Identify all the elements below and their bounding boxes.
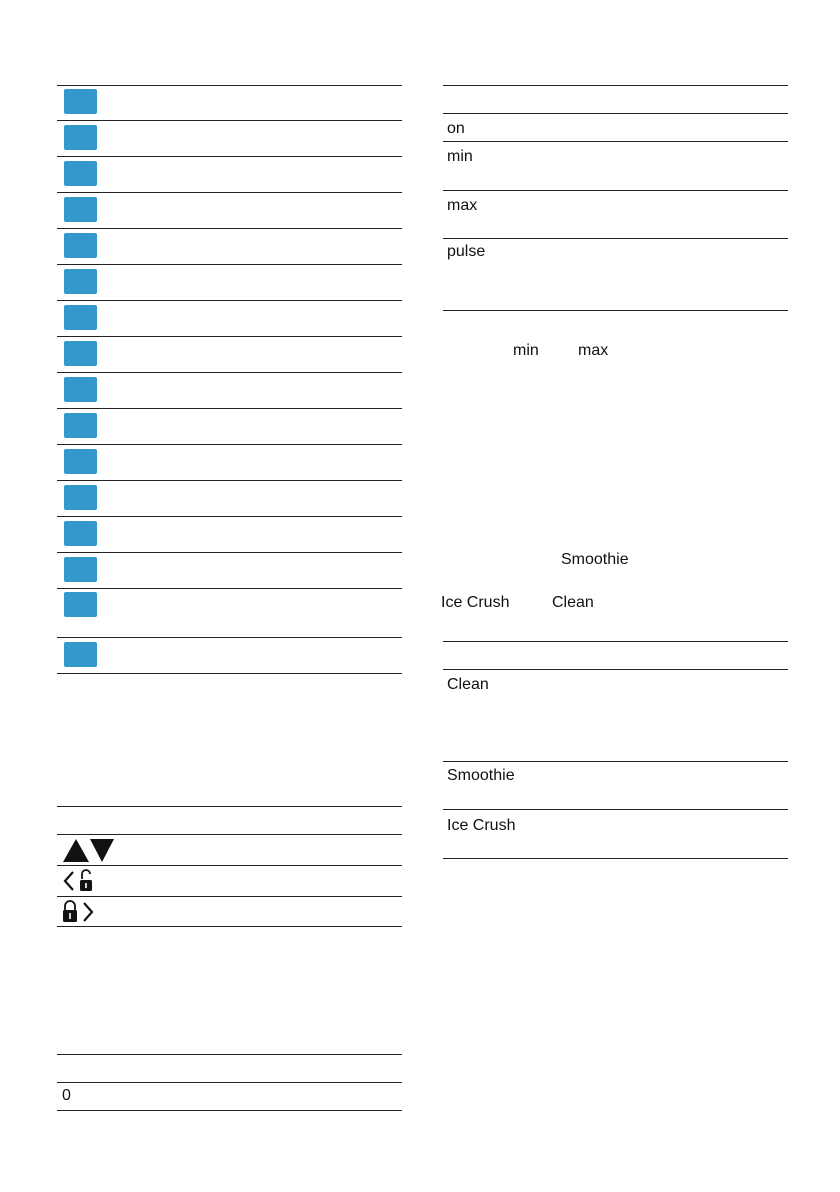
table-rule (443, 761, 788, 762)
program-note-clean: Clean (552, 594, 594, 611)
table-rule (57, 192, 402, 193)
table-rule (57, 120, 402, 121)
badge (64, 125, 97, 150)
table-rule (57, 300, 402, 301)
badge (64, 233, 97, 258)
table-rule (57, 228, 402, 229)
speed-row-label: pulse (447, 243, 486, 260)
badge (64, 557, 97, 582)
table-rule (57, 806, 402, 807)
range-note-max: max (578, 342, 609, 359)
table-rule (57, 865, 402, 866)
table-rule (57, 926, 402, 927)
table-rule (57, 552, 402, 553)
speed-row-label: on (447, 120, 465, 137)
lock-chevron-right-icon (60, 899, 96, 925)
table-rule (443, 858, 788, 859)
speed-row-label: min (447, 148, 473, 165)
table-rule (57, 516, 402, 517)
program-row-label: Ice Crush (447, 817, 516, 834)
value-cell: 0 (62, 1087, 71, 1104)
badge (64, 413, 97, 438)
program-note-smoothie: Smoothie (561, 551, 629, 568)
table-rule (57, 156, 402, 157)
range-note-min: min (513, 342, 539, 359)
table-rule (57, 372, 402, 373)
program-row-label: Clean (447, 676, 489, 693)
table-rule (57, 834, 402, 835)
badge (64, 485, 97, 510)
table-rule (443, 641, 788, 642)
badge (64, 377, 97, 402)
table-rule (57, 444, 402, 445)
table-rule (57, 264, 402, 265)
badge (64, 89, 97, 114)
badge (64, 521, 97, 546)
badge (64, 592, 97, 617)
table-rule (57, 408, 402, 409)
table-rule (443, 113, 788, 114)
badge (64, 269, 97, 294)
badge (64, 449, 97, 474)
table-rule (443, 141, 788, 142)
table-rule (57, 588, 402, 589)
table-rule (57, 1054, 402, 1055)
table-rule (57, 673, 402, 674)
badge (64, 161, 97, 186)
table-rule (443, 809, 788, 810)
badge (64, 341, 97, 366)
table-rule (443, 238, 788, 239)
table-rule (443, 85, 788, 86)
table-rule (57, 637, 402, 638)
triangle-up-down-icon (62, 838, 116, 863)
badge (64, 642, 97, 667)
program-row-label: Smoothie (447, 767, 515, 784)
program-note-ice-crush: Ice Crush (441, 594, 510, 611)
table-rule (57, 896, 402, 897)
table-rule (443, 190, 788, 191)
badge (64, 197, 97, 222)
speed-row-label: max (447, 197, 478, 214)
table-rule (57, 480, 402, 481)
badge (64, 305, 97, 330)
table-rule (57, 1082, 402, 1083)
table-rule (57, 1110, 402, 1111)
table-rule (57, 85, 402, 86)
chevron-left-unlock-icon (62, 868, 98, 894)
table-rule (443, 310, 788, 311)
table-rule (443, 669, 788, 670)
table-rule (57, 336, 402, 337)
